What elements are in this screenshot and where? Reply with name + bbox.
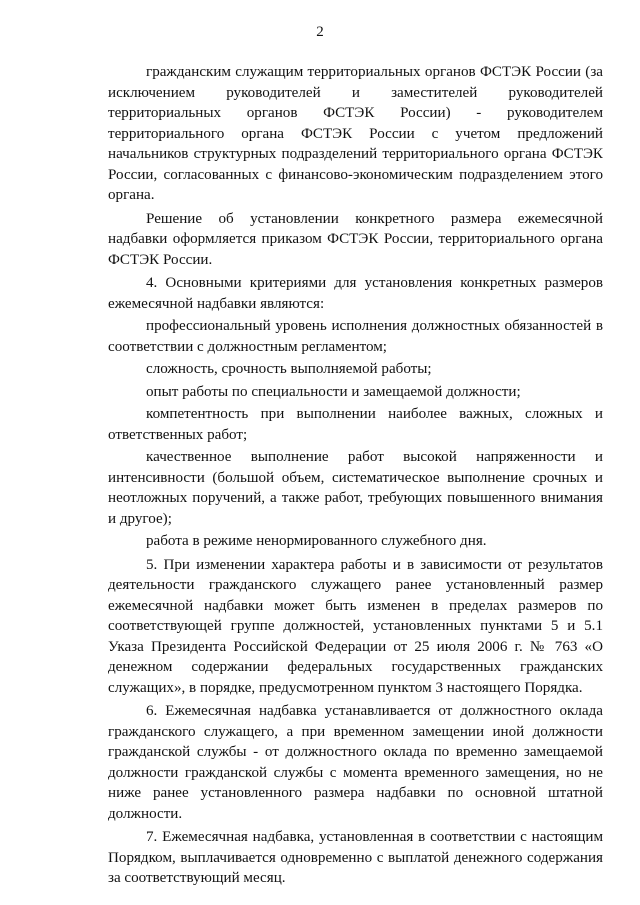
paragraph-approval-by-territorial-head: гражданским служащим территориальных органов ФСТЭК России (за исключением руководителей и заместителей руководителей территориальных органов ФСТЭК России) - руководителем территориального органа ФСТЭК России с учетом предложений начальников структурных подразделений территориального органа ФСТЭК России, согласованных с финансово-экономическим подразделением этого органа. xyxy=(108,64,603,203)
paragraph-criterion-professional-level: профессиональный уровень исполнения должностных обязанностей в соответствии с должностным регламентом; xyxy=(108,318,603,355)
paragraph-item-5-change-of-size: 5. При изменении характера работы и в зависимости от результатов деятельности гражданского служащего ранее установленный размер ежемесячной надбавки может быть изменен в пределах размеров по соответствующей группе должностей, установленных пунктами 5 и 5.1 Указа Президента Российской Федерации от 25 июля 2006 г. № 763 «О денежном содержании федеральных государственных гражданских служащих», в порядке, предусмотренном пунктом 3 настоящего Порядка. xyxy=(108,556,603,696)
paragraph-criterion-irregular-hours: работа в режиме ненормированного служебного дня. xyxy=(146,533,487,549)
paragraph-criterion-competence: компетентность при выполнении наиболее важных, сложных и ответственных работ; xyxy=(108,406,603,443)
paragraph-criterion-quality: качественное выполнение работ высокой напряженности и интенсивности (большой объем, систематическое выполнение срочных и неотложных поручений, а также работ, требующих повышенного внимания и другое); xyxy=(108,449,603,527)
document-body xyxy=(108,62,603,892)
page-number: 2 xyxy=(316,24,324,40)
paragraph-item-6-base-salary: 6. Ежемесячная надбавка устанавливается от должностного оклада гражданского служащего, а при временном замещении иной должности гражданской службы - от должностного оклада по временно замещаемой должности гражданской службы с момента временного замещения, но не ниже ранее установленного размера надбавки по основной штатной должности. xyxy=(108,703,603,822)
paragraph-item-4-criteria: 4. Основными критериями для установления конкретных размеров ежемесячной надбавки являются: xyxy=(108,275,603,312)
paragraph-item-7-payment: 7. Ежемесячная надбавка, установленная в соответствии с настоящим Порядком, выплачивается одновременно с выплатой денежного содержания за соответствующий месяц. xyxy=(108,829,603,886)
paragraph-criterion-complexity: сложность, срочность выполняемой работы; xyxy=(146,361,432,377)
paragraph-decision-order: Решение об установлении конкретного размера ежемесячной надбавки оформляется приказом ФСТЭК России, территориального органа ФСТЭК России. xyxy=(108,210,603,268)
paragraph-criterion-experience: опыт работы по специальности и замещаемой должности; xyxy=(146,383,521,400)
